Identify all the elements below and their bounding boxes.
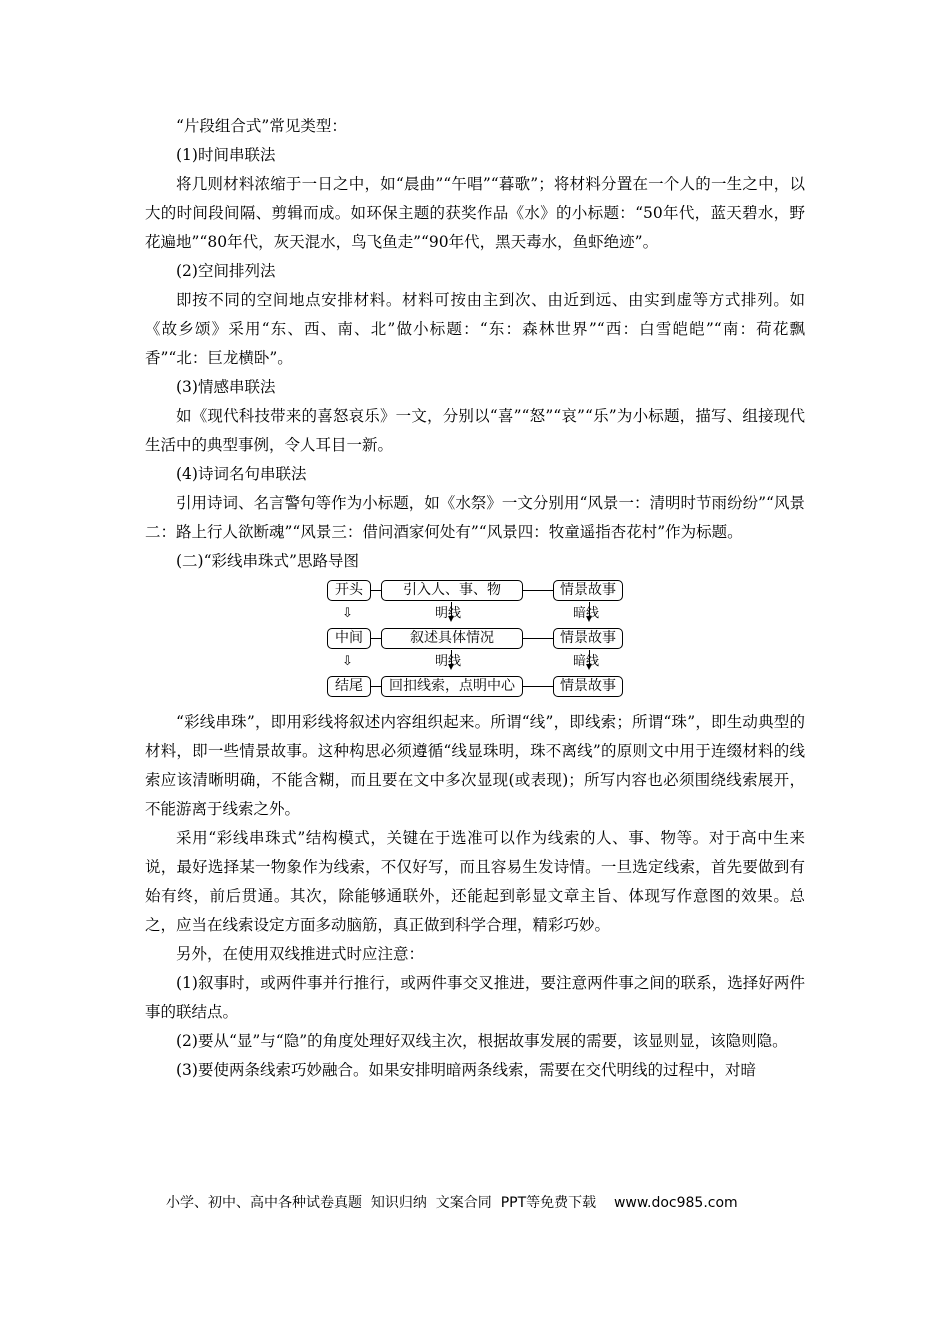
- ming-label: 明线: [435, 654, 462, 669]
- paragraph: (1)叙事时，或两件事并行推行，或两件事交叉推进，要注意两件事之间的联系，选择好两件事的联结点。: [145, 974, 805, 1021]
- content-box-conclude: 回扣线索，点明中心: [381, 676, 523, 697]
- story-box-2: 情景故事: [553, 628, 623, 649]
- stage-box-start: 开头: [327, 580, 371, 601]
- arrowhead-icon: [586, 616, 592, 622]
- paragraph: 将几则材料浓缩于一日之中，如“晨曲”“午唱”“暮歌”；将材料分置在一个人的一生之中，以大的时间段间隔、剪辑而成。如环保主题的获奖作品《水》的小标题：“50年代，蓝天碧水，野花遍地”“80年代，灰天混水，鸟飞鱼走”“90年代，黑天毒水，鱼虾绝迹”。: [145, 175, 805, 251]
- footer-text: 小学、初中、高中各种试卷真题 知识归纳 文案合同 PPT等免费下载: [166, 1195, 597, 1211]
- section-heading: (二)“彩线串珠式”思路导图: [176, 552, 359, 570]
- page-footer: [166, 1192, 738, 1212]
- paragraph: 另外，在使用双线推进式时应注意：: [176, 945, 425, 963]
- connector-line: [523, 638, 553, 639]
- paragraph: 引用诗词、名言警句等作为小标题，如《水祭》一文分别用“风景一：清明时节雨纷纷”“风景二：路上行人欲断魂”“风景三：借问酒家何处有”“风景四：牧童遥指杏花村”作为标题。: [145, 494, 805, 541]
- paragraph: 采用“彩线串珠式”结构模式，关键在于选准可以作为线索的人、事、物等。对于高中生来说，最好选择某一物象作为线索，不仅好写，而且容易生发诗情。一旦选定线索，首先要做到有始有终，前后贯通。其次，除能够通联外，还能起到彰显文章主旨、体现写作意图的效果。总之，应当在线索设定方面多动脑筋，真正做到科学合理，精彩巧妙。: [145, 829, 805, 934]
- an-label: 暗线: [573, 606, 600, 621]
- arrowhead-icon: [586, 664, 592, 670]
- stage-box-middle: 中间: [327, 628, 371, 649]
- subheading-poetry: (4)诗词名句串联法: [176, 465, 307, 483]
- paragraph: (2)要从“显”与“隐”的角度处理好双线主次，根据故事发展的需要，该显则显，该隐则隐。: [176, 1032, 788, 1050]
- connector-line: [523, 590, 553, 591]
- subheading-space: (2)空间排列法: [176, 262, 276, 280]
- arrowhead-icon: [448, 616, 454, 622]
- connector-line: [371, 686, 381, 687]
- paragraph: 即按不同的空间地点安排材料。材料可按由主到次、由近到远、由实到虚等方式排列。如《故乡颂》采用“东、西、南、北”做小标题：“东：森林世界”“西：白雪皑皑”“南：荷花飘香”“北：巨龙横卧”。: [145, 291, 805, 367]
- content-box-introduce: 引入人、事、物: [381, 580, 523, 601]
- paragraph: “彩线串珠”，即用彩线将叙述内容组织起来。所谓“线”，即线索；所谓“珠”，即生动典型的材料，即一些情景故事。这种构思必须遵循“线显珠明，珠不离线”的原则文中用于连缀材料的线索应该清晰明确，不能含糊，而且要在文中多次显现(或表现)；所写内容也必须围绕线索展开，不能游离于线索之外。: [145, 713, 805, 818]
- story-box-1: 情景故事: [553, 580, 623, 601]
- subheading-emotion: (3)情感串联法: [176, 378, 276, 396]
- thread-beads-diagram: [327, 580, 627, 702]
- footer-url[interactable]: www.doc985.com: [613, 1195, 738, 1211]
- ming-label: 明线: [435, 606, 462, 621]
- subheading-time: (1)时间串联法: [176, 146, 276, 164]
- connector-line: [523, 686, 553, 687]
- connector-line: [371, 638, 381, 639]
- story-box-3: 情景故事: [553, 676, 623, 697]
- down-arrow-icon: ⇩: [342, 654, 353, 669]
- down-arrow-icon: ⇩: [342, 606, 353, 621]
- document-body: [145, 112, 805, 1085]
- content-box-narrate: 叙述具体情况: [381, 628, 523, 649]
- arrowhead-icon: [448, 664, 454, 670]
- connector-line: [371, 590, 381, 591]
- paragraph: “片段组合式”常见类型：: [176, 117, 347, 135]
- paragraph: (3)要使两条线索巧妙融合。如果安排明暗两条线索，需要在交代明线的过程中，对暗: [176, 1061, 756, 1079]
- paragraph: 如《现代科技带来的喜怒哀乐》一文，分别以“喜”“怒”“哀”“乐”为小标题，描写、组接现代生活中的典型事例，令人耳目一新。: [145, 407, 805, 454]
- an-label: 暗线: [573, 654, 600, 669]
- stage-box-end: 结尾: [327, 676, 371, 697]
